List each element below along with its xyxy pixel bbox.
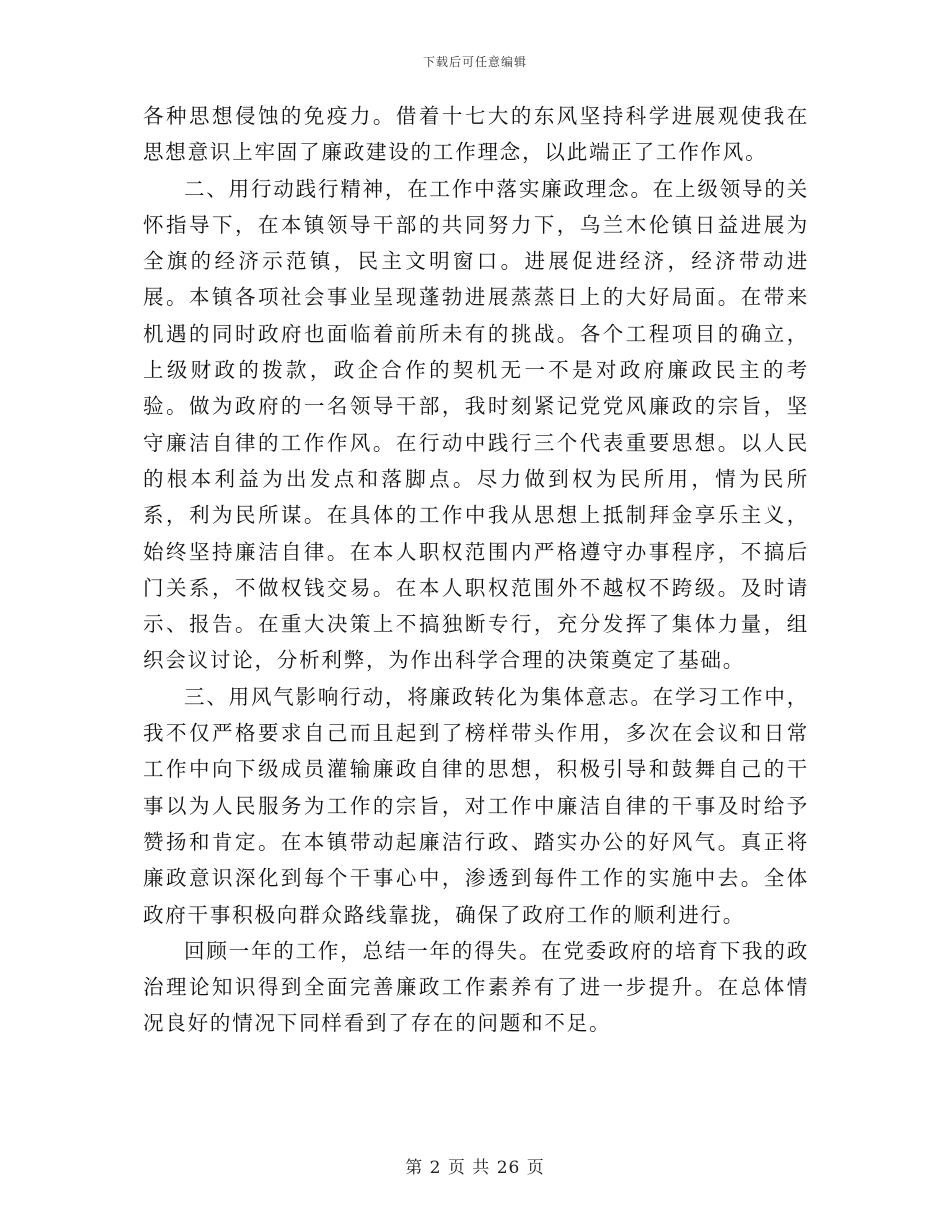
page-number-footer: 第 2 页 共 26 页	[405, 1158, 545, 1178]
paragraph-section-two: 二、用行动践行精神，在工作中落实廉政理念。在上级领导的关怀指导下，在本镇领导干部的共同努力下，乌兰木伦镇日益进展为全旗的经济示范镇，民主文明窗口。进展促进经济，经济带动进展。本镇各项社会事业呈现蓬勃进展蒸蒸日上的大好局面。在带来机遇的同时政府也面临着前所未有的挑战。各个工程项目的确立，上级财政的拨款，政企合作的契机无一不是对政府廉政民主的考验。做为政府的一名领导干部，我时刻紧记党党风廉政的宗旨，坚守廉洁自律的工作作风。在行动中践行三个代表重要思想。以人民的根本利益为出发点和落脚点。尽力做到权为民所用，情为民所系，利为民所谋。在具体的工作中我从思想上抵制拜金享乐主义，始终坚持廉洁自律。在本人职权范围内严格遵守办事程序，不搞后门关系，不做权钱交易。在本人职权范围外不越权不跨级。及时请示、报告。在重大决策上不搞独断专行，充分发挥了集体力量，组织会议讨论，分析利弊，为作出科学合理的决策奠定了基础。	[143, 176, 809, 673]
paragraph-continuation: 各种思想侵蚀的免疫力。借着十七大的东风坚持科学进展观使我在思想意识上牢固了廉政建设的工作理念，以此端正了工作作风。	[143, 104, 809, 165]
document-body	[143, 98, 809, 1042]
paragraph-section-three: 三、用风气影响行动，将廉政转化为集体意志。在学习工作中，我不仅严格要求自己而且起到了榜样带头作用，多次在会议和日常工作中向下级成员灌输廉政自律的思想，积极引导和鼓舞自己的干事以为人民服务为工作的宗旨，对工作中廉洁自律的干事及时给予赞扬和肯定。在本镇带动起廉洁行政、踏实办公的好风气。真正将廉政意识深化到每个干事心中，渗透到每件工作的实施中去。全体政府干事积极向群众路线靠拢，确保了政府工作的顺利进行。	[143, 684, 809, 927]
paragraph-review: 回顾一年的工作，总结一年的得失。在党委政府的培育下我的政治理论知识得到全面完善廉政工作素养有了进一步提升。在总体情况良好的情况下同样看到了存在的问题和不足。	[143, 938, 809, 1036]
page-header: 下载后可任意编辑	[422, 55, 527, 69]
